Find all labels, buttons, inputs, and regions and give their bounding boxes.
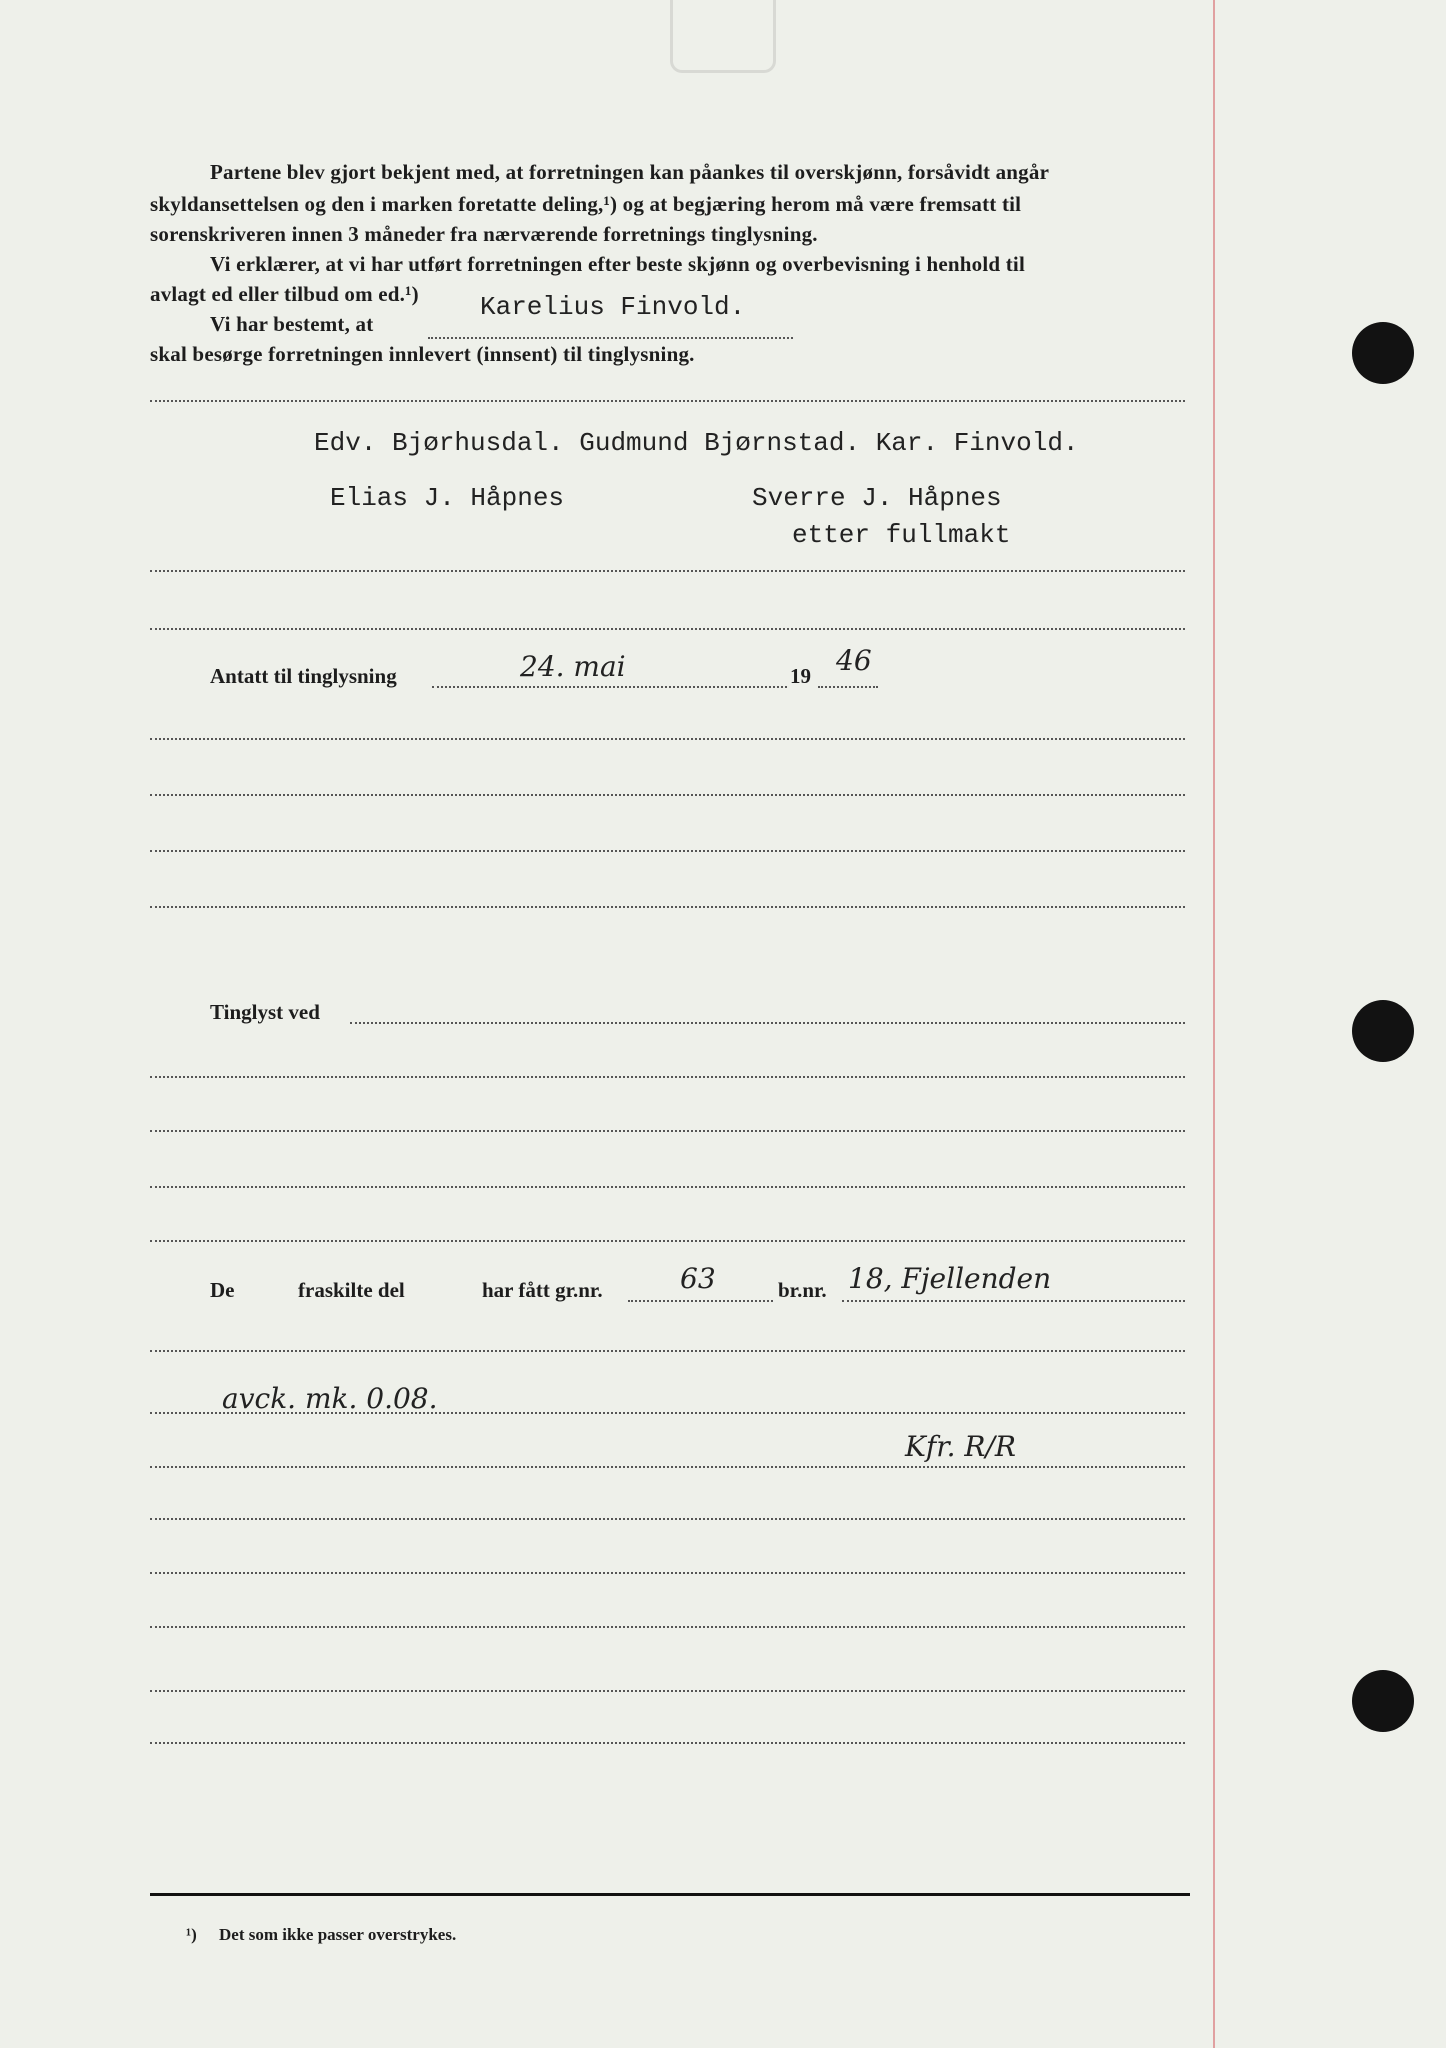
footnote-text: Det som ikke passer overstrykes. xyxy=(219,1925,457,1944)
intro-line-3: sorenskriveren innen 3 måneder fra nærværende forretnings tinglysning. xyxy=(150,222,818,246)
dotted-fill-line xyxy=(628,1300,773,1302)
handwritten-initials: Kfr. R/R xyxy=(905,1430,1016,1463)
punch-hole xyxy=(1352,1000,1414,1062)
dotted-line xyxy=(150,738,1185,740)
dotted-line xyxy=(150,906,1185,908)
dotted-line xyxy=(150,794,1185,796)
grnr-value: 63 xyxy=(680,1262,716,1295)
signatures-row-1: Edv. Bjørhusdal. Gudmund Bjørnstad. Kar. Finvold. xyxy=(314,428,1079,458)
dotted-line xyxy=(150,628,1185,630)
antatt-year-suffix: 46 xyxy=(836,644,872,677)
signature-note: etter fullmakt xyxy=(792,520,1011,550)
footnote-marker: ¹) xyxy=(186,1925,197,1944)
punch-hole xyxy=(1352,322,1414,384)
grnr-label: har fått gr.nr. xyxy=(482,1278,603,1302)
dotted-fill-line xyxy=(432,686,787,688)
intro-line-4: Vi erklærer, at vi har utført forretningen efter beste skjønn og overbevisning i henhold til xyxy=(210,252,1026,276)
fraskilte-del: fraskilte del xyxy=(298,1278,405,1302)
intro-line-7: skal besørge forretningen innlevert (innsent) til tinglysning. xyxy=(150,342,695,366)
antatt-date: 24. mai xyxy=(520,650,626,683)
dotted-line xyxy=(150,570,1185,572)
dotted-line xyxy=(150,1186,1185,1188)
dotted-line xyxy=(150,1240,1185,1242)
dotted-fill-line xyxy=(350,1022,1185,1024)
dotted-fill-line xyxy=(818,686,878,688)
dotted-line xyxy=(150,850,1185,852)
dotted-line xyxy=(150,1690,1185,1692)
dotted-fill-line xyxy=(842,1300,1185,1302)
dotted-line xyxy=(150,1412,1185,1414)
brnr-label: br.nr. xyxy=(778,1278,827,1302)
appointed-person: Karelius Finvold. xyxy=(480,292,746,322)
intro-line-1: Partene blev gjort bekjent med, at forretningen kan påankes til overskjønn, forsåvidt angår xyxy=(210,160,1050,184)
footnote-rule xyxy=(150,1893,1190,1896)
punch-hole xyxy=(1352,1670,1414,1732)
dotted-line xyxy=(150,1742,1185,1744)
intro-line-6-label: Vi har bestemt, at xyxy=(210,312,374,336)
footnote xyxy=(186,1925,456,1945)
intro-line-5: avlagt ed eller tilbud om ed.¹) xyxy=(150,282,419,306)
signature-elias: Elias J. Håpnes xyxy=(330,483,565,513)
antatt-label: Antatt til tinglysning xyxy=(210,664,397,688)
dotted-line xyxy=(150,1626,1185,1628)
tinglyst-label: Tinglyst ved xyxy=(210,1000,320,1024)
signature-sverre: Sverre J. Håpnes xyxy=(752,483,1002,513)
dotted-line xyxy=(150,1076,1185,1078)
intro-line-2: skyldansettelsen og den i marken foretatte deling,¹) og at begjæring herom må være fremsatt til xyxy=(150,192,1022,216)
dotted-line xyxy=(150,1350,1185,1352)
brnr-value: 18, Fjellenden xyxy=(848,1262,1052,1295)
dotted-fill-line xyxy=(428,337,793,339)
dotted-line xyxy=(150,1572,1185,1574)
antatt-year-prefix: 19 xyxy=(790,664,811,688)
dotted-line xyxy=(150,1466,1185,1468)
dotted-line xyxy=(150,1518,1185,1520)
faint-stamp xyxy=(670,0,776,73)
margin-line xyxy=(1213,0,1215,2048)
dotted-line xyxy=(150,400,1185,402)
dotted-line xyxy=(150,1130,1185,1132)
handwritten-note: avck. mk. 0.08. xyxy=(222,1382,438,1415)
fraskilte-de: De xyxy=(210,1278,235,1302)
